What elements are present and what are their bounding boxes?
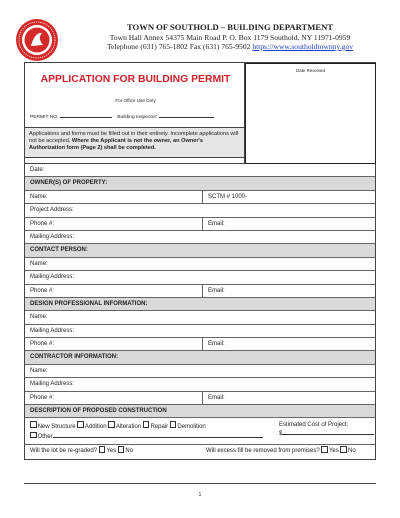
date-received-label: Date Received (296, 68, 325, 73)
demolition-checkbox[interactable] (170, 424, 206, 430)
checkbox-icon (170, 421, 177, 428)
contact-name-row[interactable] (25, 258, 375, 271)
regrade-no-label: No (125, 448, 134, 455)
regrade-question (25, 445, 133, 458)
notice-text: Applications and forms must be filled out in their entirety. Incomplete applications will not be accepted. (29, 131, 239, 144)
checkbox-icon (143, 421, 150, 428)
contractor-mailing-row[interactable] (25, 378, 375, 391)
fill-no-label: No (348, 448, 356, 455)
project-address-label: Project Address: (30, 207, 74, 214)
repair-label: Repair (150, 423, 169, 430)
fill-no-checkbox[interactable] (340, 448, 355, 454)
alteration-checkbox[interactable] (108, 424, 141, 430)
permit-line (30, 115, 214, 120)
regrade-row (25, 445, 375, 458)
designer-mailing-label: Mailing Address: (30, 327, 75, 334)
fill-yes-label: Yes (328, 448, 339, 455)
sctm-label: SCTM # 1000- (202, 191, 247, 203)
contact-section-heading (25, 244, 375, 257)
contact-mailing-row[interactable] (25, 271, 375, 284)
designer-email-label: Email: (202, 338, 225, 350)
town-seal-logo (15, 18, 59, 62)
fill-yes-checkbox[interactable] (321, 448, 338, 454)
office-use-label: For Office Use Only (115, 98, 156, 103)
new-structure-label: New Structure (37, 423, 76, 430)
owner-phone-label: Phone #: (30, 220, 55, 227)
construction-section-heading (25, 405, 375, 418)
checkbox-icon (118, 446, 125, 453)
contractor-section-heading (25, 351, 375, 364)
contact-mailing-label: Mailing Address: (30, 274, 75, 281)
contact-heading-text: CONTACT PERSON: (30, 247, 88, 254)
owner-mailing-row[interactable] (25, 231, 375, 244)
addition-checkbox[interactable] (77, 424, 106, 430)
alteration-label: Alteration (115, 423, 142, 430)
contractor-name-label: Name: (30, 367, 48, 374)
checkbox-icon (77, 421, 84, 428)
new-structure-checkbox[interactable] (30, 424, 76, 430)
other-label: Other (37, 433, 53, 440)
designer-name-row[interactable] (25, 311, 375, 324)
fill-question-text: Will excess fill be removed from premises? (206, 448, 320, 455)
owner-mailing-label: Mailing Address: (30, 233, 75, 240)
department-contact (60, 42, 400, 51)
title-box (24, 63, 245, 164)
designer-name-label: Name: (30, 314, 48, 321)
owner-section-heading (25, 177, 375, 190)
permit-no-label: PERMIT NO. (30, 115, 59, 120)
estimated-cost-cell (274, 418, 374, 444)
designer-mailing-row[interactable] (25, 325, 375, 338)
repair-checkbox[interactable] (143, 424, 168, 430)
contractor-heading-text: CONTRACTOR INFORMATION: (30, 354, 119, 361)
owner-heading-text: OWNER(S) OF PROPERTY: (30, 180, 108, 187)
checkbox-icon (99, 446, 106, 453)
regrade-question-text: Will the lot be re-graded? (30, 448, 98, 455)
construction-options (25, 418, 263, 444)
contractor-phone-label: Phone #: (30, 394, 55, 401)
other-field[interactable] (53, 437, 263, 438)
department-title: TOWN OF SOUTHOLD – BUILDING DEPARTMENT (126, 22, 334, 32)
contact-email-label: Email: (202, 285, 225, 297)
inspector-label: Building Inspector: (117, 115, 158, 120)
owner-name-row[interactable] (25, 191, 375, 204)
construction-heading-text: DESCRIPTION OF PROPOSED CONSTRUCTION (30, 408, 167, 415)
regrade-no-checkbox[interactable] (118, 448, 133, 454)
owner-name-label: Name: (30, 193, 48, 200)
permit-no-field[interactable] (60, 117, 112, 118)
checkbox-icon (108, 421, 115, 428)
website-link[interactable]: https://www.southoldtownny.gov (252, 42, 354, 51)
other-checkbox[interactable] (30, 434, 53, 440)
form-title: APPLICATION FOR BUILDING PERMIT (40, 74, 231, 85)
date-row[interactable] (25, 164, 375, 177)
estimated-cost-field[interactable] (282, 434, 374, 435)
designer-heading-text: DESIGN PROFESSIONAL INFORMATION: (30, 300, 148, 307)
designer-phone-row[interactable] (25, 338, 375, 351)
dollar-sign: $ (279, 431, 283, 438)
estimated-cost-label: Estimated Cost of Project: (279, 422, 349, 429)
contractor-name-row[interactable] (25, 365, 375, 378)
regrade-yes-label: Yes (106, 448, 117, 455)
page-number: 1 (198, 492, 202, 498)
contractor-email-label: Email: (202, 392, 225, 404)
demolition-label: Demolition (177, 423, 206, 430)
checkbox-icon (30, 432, 37, 439)
checkbox-icon (321, 446, 328, 453)
checkbox-icon (30, 421, 37, 428)
owner-email-label: Email: (202, 218, 225, 230)
designer-section-heading (25, 298, 375, 311)
contractor-mailing-label: Mailing Address: (30, 381, 75, 388)
contact-phone-label: Phone #: (30, 287, 55, 294)
contact-phone-row[interactable] (25, 285, 375, 298)
project-address-row[interactable] (25, 204, 375, 217)
instructions-notice (25, 127, 244, 158)
date-received-box[interactable] (245, 63, 376, 164)
inspector-field[interactable] (159, 117, 214, 118)
regrade-yes-checkbox[interactable] (99, 448, 116, 454)
date-label: Date: (30, 167, 45, 173)
construction-type-row (25, 418, 375, 445)
phone-fax: Telephone (631) 765-1802 Fax (631) 765-9502 (106, 42, 253, 51)
fill-question (201, 445, 356, 458)
contractor-phone-row[interactable] (25, 392, 375, 405)
footer-divider (24, 483, 376, 484)
owner-phone-row[interactable] (25, 218, 375, 231)
checkbox-icon (340, 446, 347, 453)
contact-name-label: Name: (30, 260, 48, 267)
notice-bold-text: Where the Applicant is not the owner, an Owner's Authorization form (Page 2) shall be completed. (29, 138, 203, 151)
designer-phone-label: Phone #: (30, 341, 55, 348)
application-form (24, 164, 376, 460)
department-address: Town Hall Annex 54375 Main Road P. O. Box 1179 Southold, NY 11971-0959 (109, 33, 351, 42)
addition-label: Addition (84, 423, 107, 430)
